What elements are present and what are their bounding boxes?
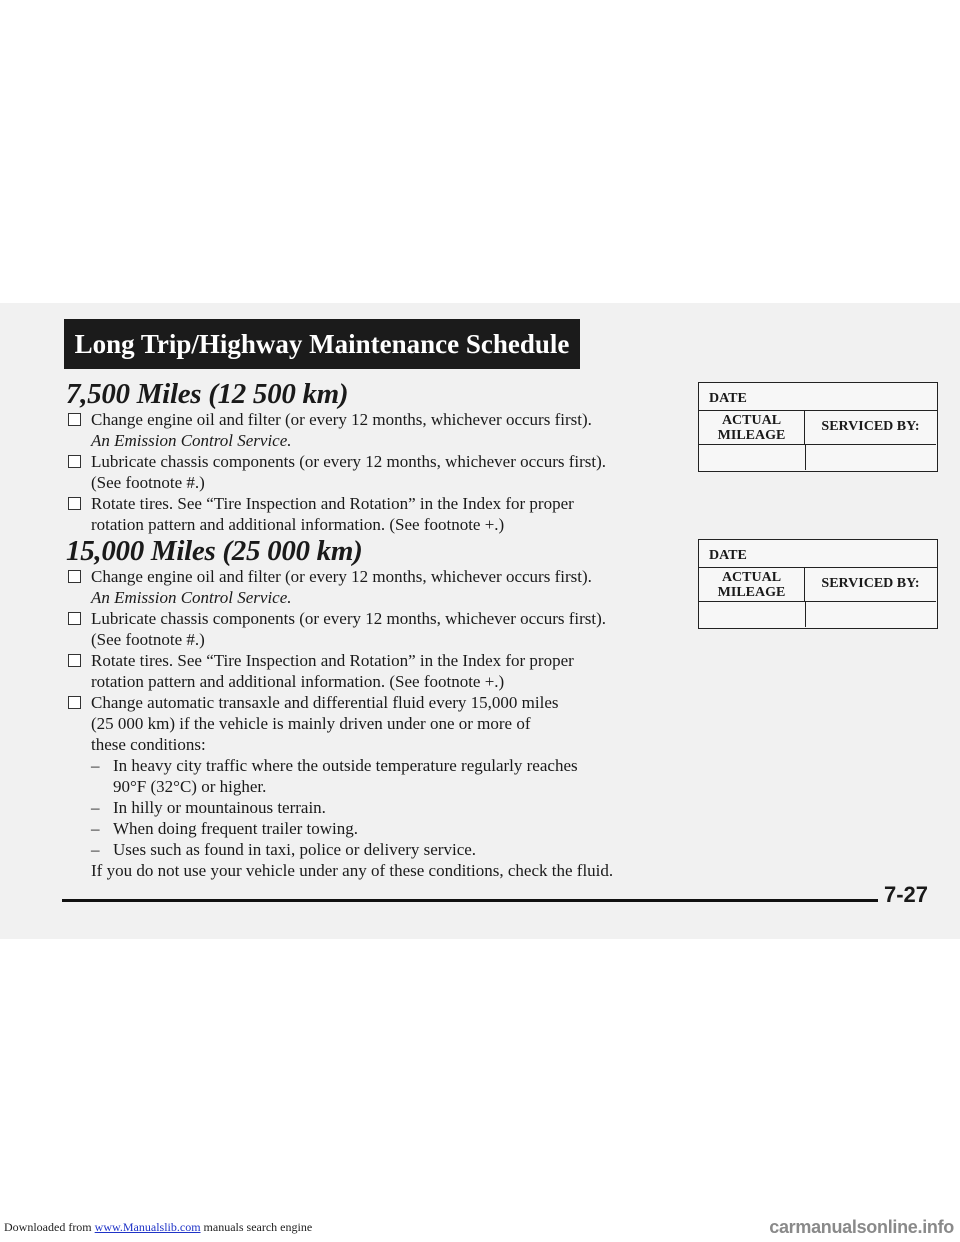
watermark-text: carmanualsonline.info bbox=[769, 1217, 954, 1237]
mileage-entry-cell[interactable] bbox=[699, 445, 806, 470]
checkbox-icon[interactable] bbox=[68, 570, 81, 583]
section-items-7500 bbox=[67, 409, 677, 535]
list-item: Change engine oil and filter (or every 12 months, whichever occurs first). An Emission Control Service. bbox=[67, 566, 677, 608]
service-record-15000 bbox=[698, 539, 938, 629]
emission-note: An Emission Control Service. bbox=[91, 431, 292, 450]
schedule-header: Long Trip/Highway Maintenance Schedule bbox=[64, 319, 580, 369]
bottom-rule bbox=[62, 899, 878, 902]
checkbox-icon[interactable] bbox=[68, 696, 81, 709]
section-items-15000 bbox=[67, 566, 677, 881]
list-item: Rotate tires. See “Tire Inspection and Rotation” in the Index for proper rotation pattern and additional information. (See footnote +.) bbox=[67, 493, 677, 535]
serviced-by-entry-cell[interactable] bbox=[805, 445, 936, 470]
checkbox-icon[interactable] bbox=[68, 654, 81, 667]
condition-item: – Uses such as found in taxi, police or delivery service. bbox=[91, 840, 477, 859]
emission-note: An Emission Control Service. bbox=[91, 588, 292, 607]
list-item: Lubricate chassis components (or every 12 months, whichever occurs first). (See footnote #.) bbox=[67, 451, 677, 493]
condition-item: – When doing frequent trailer towing. bbox=[91, 819, 359, 838]
section-heading-15000: 15,000 Miles (25 000 km) bbox=[66, 535, 363, 567]
list-item: Change automatic transaxle and differential fluid every 15,000 miles (25 000 km) if the vehicle is mainly driven under one or more of these conditions: – In heavy city traffic where the outside temperature regularly reaches 90°F (32°C) or higher. – In hilly or mountainous terrain. – When doing frequent trailer towing. – Uses such as found in taxi, police or delivery service. If you do not use your vehicle under any of these conditions, check the fluid. bbox=[67, 692, 677, 881]
actual-mileage-header: ACTUAL MILEAGE bbox=[699, 568, 805, 602]
serviced-by-header: SERVICED BY: bbox=[805, 411, 936, 445]
checkbox-icon[interactable] bbox=[68, 612, 81, 625]
list-item: Lubricate chassis components (or every 12 months, whichever occurs first). (See footnote #.) bbox=[67, 608, 677, 650]
download-footer: Downloaded from www.Manualslib.com manuals search engine bbox=[4, 1220, 313, 1234]
list-item: Change engine oil and filter (or every 12 months, whichever occurs first). An Emission Control Service. bbox=[67, 409, 677, 451]
closing-note: If you do not use your vehicle under any of these conditions, check the fluid. bbox=[91, 861, 614, 880]
manualslib-link[interactable]: www.Manualslib.com bbox=[94, 1220, 201, 1234]
checkbox-icon[interactable] bbox=[68, 413, 81, 426]
serviced-by-header: SERVICED BY: bbox=[805, 568, 936, 602]
actual-mileage-header: ACTUAL MILEAGE bbox=[699, 411, 805, 445]
checkbox-icon[interactable] bbox=[68, 497, 81, 510]
condition-item: – In heavy city traffic where the outside temperature regularly reaches 90°F (32°C) or higher. bbox=[91, 756, 578, 796]
date-field[interactable]: DATE bbox=[699, 540, 937, 568]
checkbox-icon[interactable] bbox=[68, 455, 81, 468]
mileage-entry-cell[interactable] bbox=[699, 602, 806, 627]
condition-item: – In hilly or mountainous terrain. bbox=[91, 798, 326, 817]
list-item: Rotate tires. See “Tire Inspection and Rotation” in the Index for proper rotation pattern and additional information. (See footnote +.) bbox=[67, 650, 677, 692]
date-field[interactable]: DATE bbox=[699, 383, 937, 411]
page-number: 7-27 bbox=[884, 882, 929, 907]
section-heading-7500: 7,500 Miles (12 500 km) bbox=[66, 378, 349, 410]
service-record-7500 bbox=[698, 382, 938, 472]
serviced-by-entry-cell[interactable] bbox=[805, 602, 936, 627]
